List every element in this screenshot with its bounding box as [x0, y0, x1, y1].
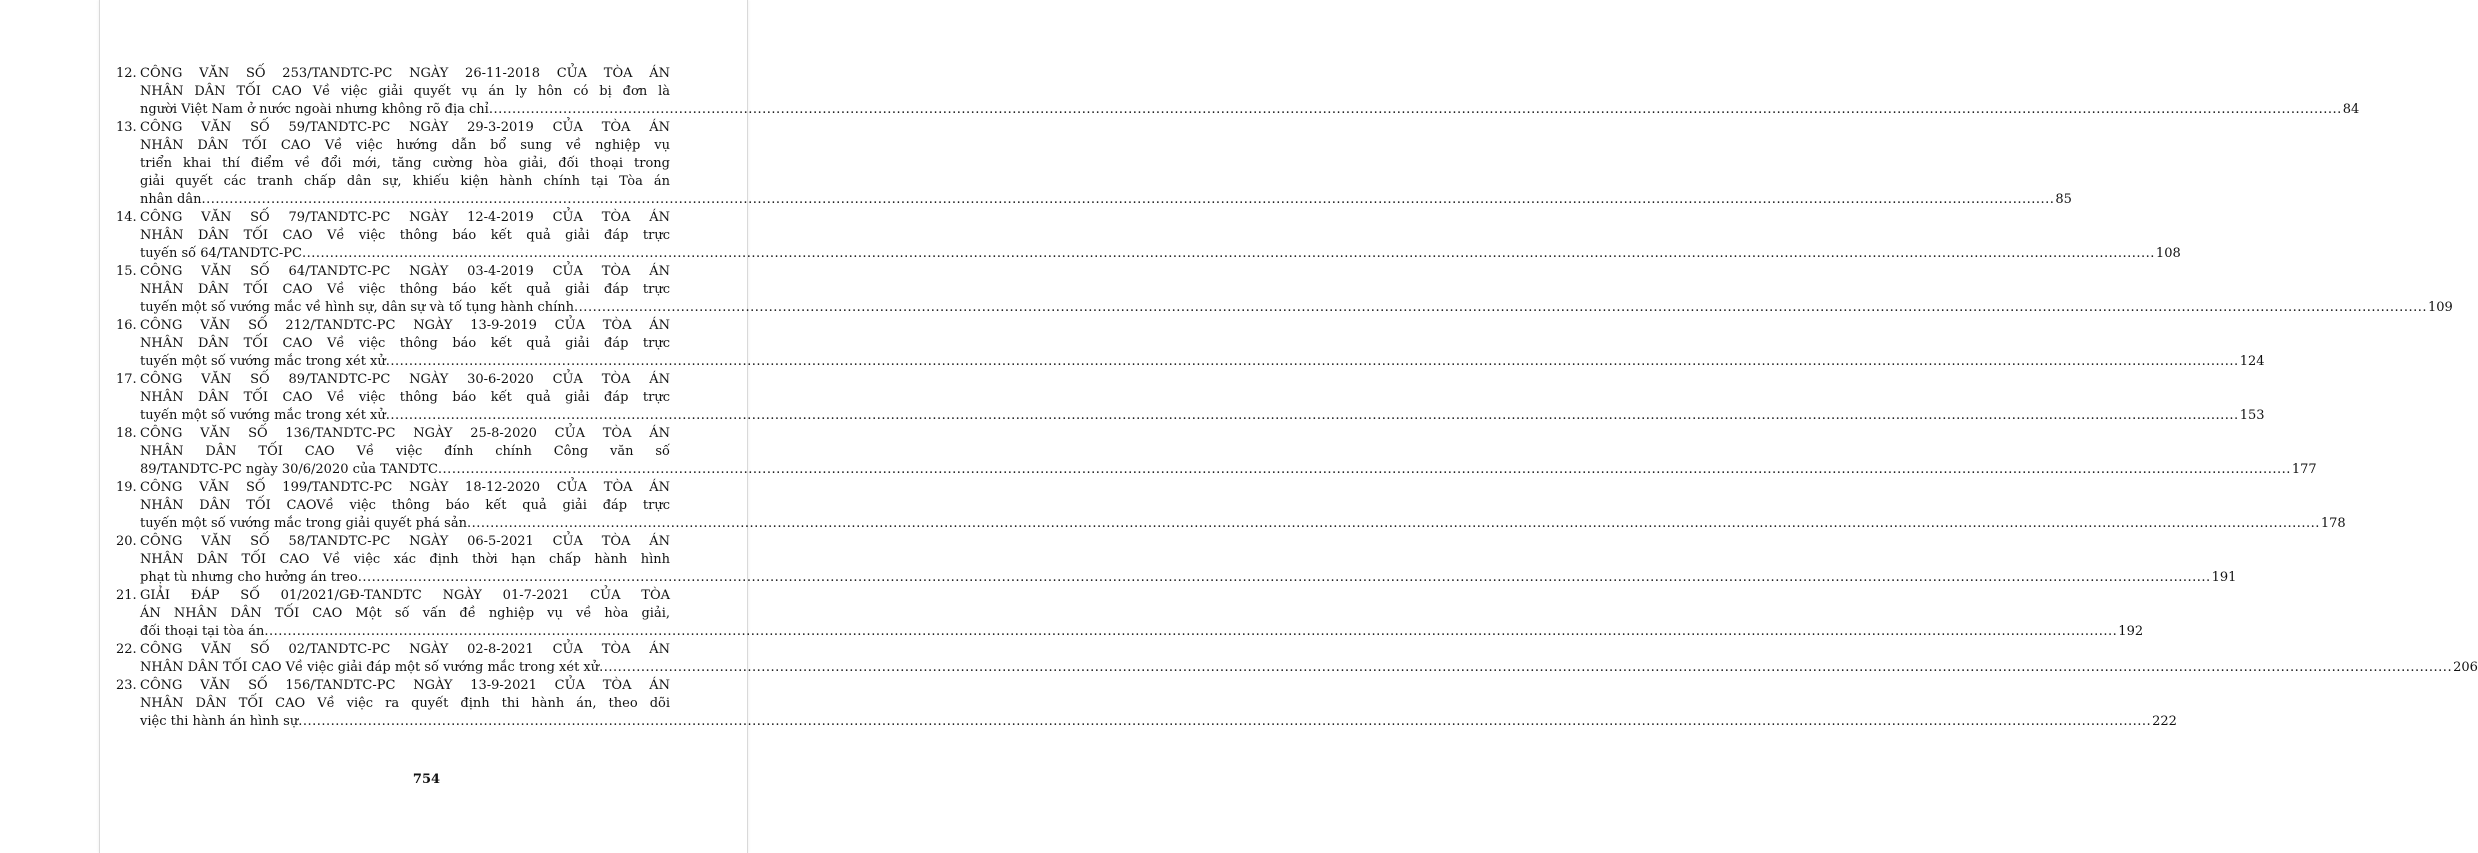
toc-entry-title-line: phạt tù nhưng cho hưởng án treo ................................................................................................................................................................................................................................................................................................................................................................................................................ 191 — [140, 570, 2237, 585]
toc-entry-title-line: tuyến một số vướng mắc về hình sự, dân sự và tố tụng hành chính ................................................................................................................................................................................................................................................................................................................................................................................................................ 109 — [140, 300, 2453, 315]
toc-entry-number: 22. — [116, 642, 137, 657]
dot-leader: ................................................................................................................................................................................................................................................................................................................................................................................................................ — [466, 516, 2320, 531]
toc-entry-title-line: việc thi hành án hình sự ................................................................................................................................................................................................................................................................................................................................................................................................................ 222 — [140, 714, 2177, 729]
toc-entry-title-line: CÔNG VĂN SỐ 156/TANDTC-PC NGÀY 13-9-2021 CỦA TÒA ÁN — [140, 678, 670, 693]
dot-leader: ................................................................................................................................................................................................................................................................................................................................................................................................................ — [301, 246, 2155, 261]
toc-entry-title-line: CÔNG VĂN SỐ 89/TANDTC-PC NGÀY 30-6-2020 CỦA TÒA ÁN — [140, 372, 670, 387]
dot-leader: ................................................................................................................................................................................................................................................................................................................................................................................................................ — [488, 102, 2342, 117]
toc-entry-number: 13. — [116, 120, 137, 135]
toc-entry[interactable] — [116, 425, 2317, 479]
dot-leader: ................................................................................................................................................................................................................................................................................................................................................................................................................ — [437, 462, 2291, 477]
toc-entry-number: 15. — [116, 264, 137, 279]
toc-entry-title-line: NHÂN DÂN TỐI CAO Về việc ra quyết định thi hành án, theo dõi — [140, 696, 670, 711]
toc-entry[interactable] — [116, 641, 2478, 677]
toc-entry-title-line: NHÂN DÂN TỐI CAO Về việc thông báo kết quả giải đáp trực — [140, 228, 670, 243]
toc-entry[interactable] — [116, 587, 2144, 641]
toc-entry-title-line: đối thoại tại tòa án ................................................................................................................................................................................................................................................................................................................................................................................................................ 192 — [140, 624, 2144, 639]
toc-entry-title-line: NHÂN DÂN TỐI CAO Về việc thông báo kết quả giải đáp trực — [140, 390, 670, 405]
toc-entry-number: 12. — [116, 66, 137, 81]
toc-entry-page: 206 — [2453, 660, 2478, 675]
toc-entry-title-line: triển khai thí điểm về đổi mới, tăng cường hòa giải, đối thoại trong — [140, 156, 670, 171]
toc-entry-title-line: GIẢI ĐÁP SỐ 01/2021/GĐ-TANDTC NGÀY 01-7-2021 CỦA TÒA — [140, 588, 670, 603]
toc-entry-number: 16. — [116, 318, 137, 333]
table-of-contents — [116, 65, 2478, 731]
toc-entry-title-line: CÔNG VĂN SỐ 58/TANDTC-PC NGÀY 06-5-2021 CỦA TÒA ÁN — [140, 534, 670, 549]
toc-entry-title-line: NHÂN DÂN TỐI CAO Về việc đính chính Công văn số — [140, 444, 670, 459]
toc-entry-title-line: NHÂN DÂN TỐI CAO Về việc thông báo kết quả giải đáp trực — [140, 282, 670, 297]
dot-leader: ................................................................................................................................................................................................................................................................................................................................................................................................................ — [385, 354, 2239, 369]
toc-entry[interactable] — [116, 371, 2265, 425]
dot-leader: ................................................................................................................................................................................................................................................................................................................................................................................................................ — [264, 624, 2118, 639]
toc-entry[interactable] — [116, 677, 2177, 731]
toc-entry-title-line: tuyến một số vướng mắc trong giải quyết phá sản ................................................................................................................................................................................................................................................................................................................................................................................................................ 178 — [140, 516, 2346, 531]
toc-entry-page: 191 — [2211, 570, 2237, 585]
toc-entry-title-line: NHÂN DÂN TỐI CAO Về việc thông báo kết quả giải đáp trực — [140, 336, 670, 351]
toc-entry[interactable] — [116, 533, 2237, 587]
toc-entry-title-line: 89/TANDTC-PC ngày 30/6/2020 của TANDTC ................................................................................................................................................................................................................................................................................................................................................................................................................ 177 — [140, 462, 2317, 477]
toc-entry-title-line: CÔNG VĂN SỐ 02/TANDTC-PC NGÀY 02-8-2021 CỦA TÒA ÁN — [140, 642, 670, 657]
toc-entry-title-line: NHÂN DÂN TỐI CAO Về việc giải đáp một số vướng mắc trong xét xử ................................................................................................................................................................................................................................................................................................................................................................................................................ 206 — [140, 660, 2478, 675]
toc-entry-page: 177 — [2291, 462, 2317, 477]
toc-entry[interactable] — [116, 65, 2360, 119]
toc-entry-number: 23. — [116, 678, 137, 693]
dot-leader: ................................................................................................................................................................................................................................................................................................................................................................................................................ — [201, 192, 2055, 207]
toc-entry-title-line: CÔNG VĂN SỐ 59/TANDTC-PC NGÀY 29-3-2019 CỦA TÒA ÁN — [140, 120, 670, 135]
toc-entry-title-line: NHÂN DÂN TỐI CAO Về việc giải quyết vụ án ly hôn có bị đơn là — [140, 84, 670, 99]
dot-leader: ................................................................................................................................................................................................................................................................................................................................................................................................................ — [298, 714, 2152, 729]
toc-entry-title-line: người Việt Nam ở nước ngoài nhưng không rõ địa chỉ ................................................................................................................................................................................................................................................................................................................................................................................................................ 84 — [140, 102, 2360, 117]
toc-entry[interactable] — [116, 263, 2453, 317]
toc-entry-page: 84 — [2342, 102, 2360, 117]
toc-entry-title-line: CÔNG VĂN SỐ 136/TANDTC-PC NGÀY 25-8-2020 CỦA TÒA ÁN — [140, 426, 670, 441]
toc-entry-number: 20. — [116, 534, 137, 549]
toc-entry-title-line: giải quyết các tranh chấp dân sự, khiếu kiện hành chính tại Tòa án — [140, 174, 670, 189]
page-number: 754 — [412, 772, 441, 787]
toc-entry-title-line: CÔNG VĂN SỐ 79/TANDTC-PC NGÀY 12-4-2019 CỦA TÒA ÁN — [140, 210, 670, 225]
toc-entry-number: 18. — [116, 426, 137, 441]
toc-entry-title-line: NHÂN DÂN TỐI CAO Về việc hướng dẫn bổ sung về nghiệp vụ — [140, 138, 670, 153]
toc-entry[interactable] — [116, 317, 2265, 371]
toc-entry-page: 153 — [2239, 408, 2265, 423]
dot-leader: ................................................................................................................................................................................................................................................................................................................................................................................................................ — [357, 570, 2211, 585]
dot-leader: ................................................................................................................................................................................................................................................................................................................................................................................................................ — [574, 300, 2427, 315]
toc-entry-title-line: tuyến số 64/TANDTC-PC ................................................................................................................................................................................................................................................................................................................................................................................................................ 108 — [140, 246, 2181, 261]
dot-leader: ................................................................................................................................................................................................................................................................................................................................................................................................................ — [385, 408, 2239, 423]
toc-entry-title-line: NHÂN DÂN TỐI CAOVề việc thông báo kết quả giải đáp trực — [140, 498, 670, 513]
toc-entry[interactable] — [116, 119, 2072, 209]
toc-entry-title-line: tuyến một số vướng mắc trong xét xử ................................................................................................................................................................................................................................................................................................................................................................................................................ 124 — [140, 354, 2265, 369]
toc-entry-title-line: CÔNG VĂN SỐ 199/TANDTC-PC NGÀY 18-12-2020 CỦA TÒA ÁN — [140, 480, 670, 495]
toc-entry[interactable] — [116, 209, 2181, 263]
toc-entry-page: 109 — [2427, 300, 2453, 315]
toc-entry-title-line: CÔNG VĂN SỐ 64/TANDTC-PC NGÀY 03-4-2019 CỦA TÒA ÁN — [140, 264, 670, 279]
toc-entry-page: 85 — [2055, 192, 2072, 207]
toc-entry-page: 222 — [2152, 714, 2177, 729]
toc-entry-title-line: CÔNG VĂN SỐ 212/TANDTC-PC NGÀY 13-9-2019 CỦA TÒA ÁN — [140, 318, 670, 333]
toc-entry-number: 14. — [116, 210, 137, 225]
toc-entry-title-line: tuyến một số vướng mắc trong xét xử ................................................................................................................................................................................................................................................................................................................................................................................................................ 153 — [140, 408, 2265, 423]
toc-entry-number: 17. — [116, 372, 137, 387]
toc-entry[interactable] — [116, 479, 2346, 533]
toc-entry-title-line: ÁN NHÂN DÂN TỐI CAO Một số vấn đề nghiệp vụ về hòa giải, — [140, 606, 670, 621]
toc-entry-number: 21. — [116, 588, 137, 603]
toc-entry-page: 192 — [2118, 624, 2144, 639]
toc-entry-title-line: NHÂN DÂN TỐI CAO Về việc xác định thời hạn chấp hành hình — [140, 552, 670, 567]
toc-entry-number: 19. — [116, 480, 137, 495]
toc-entry-page: 178 — [2320, 516, 2346, 531]
dot-leader: ................................................................................................................................................................................................................................................................................................................................................................................................................ — [599, 660, 2453, 675]
toc-entry-title-line: nhân dân ................................................................................................................................................................................................................................................................................................................................................................................................................ 85 — [140, 192, 2072, 207]
toc-entry-title-line: CÔNG VĂN SỐ 253/TANDTC-PC NGÀY 26-11-2018 CỦA TÒA ÁN — [140, 66, 670, 81]
toc-entry-page: 108 — [2155, 246, 2181, 261]
toc-entry-page: 124 — [2239, 354, 2265, 369]
